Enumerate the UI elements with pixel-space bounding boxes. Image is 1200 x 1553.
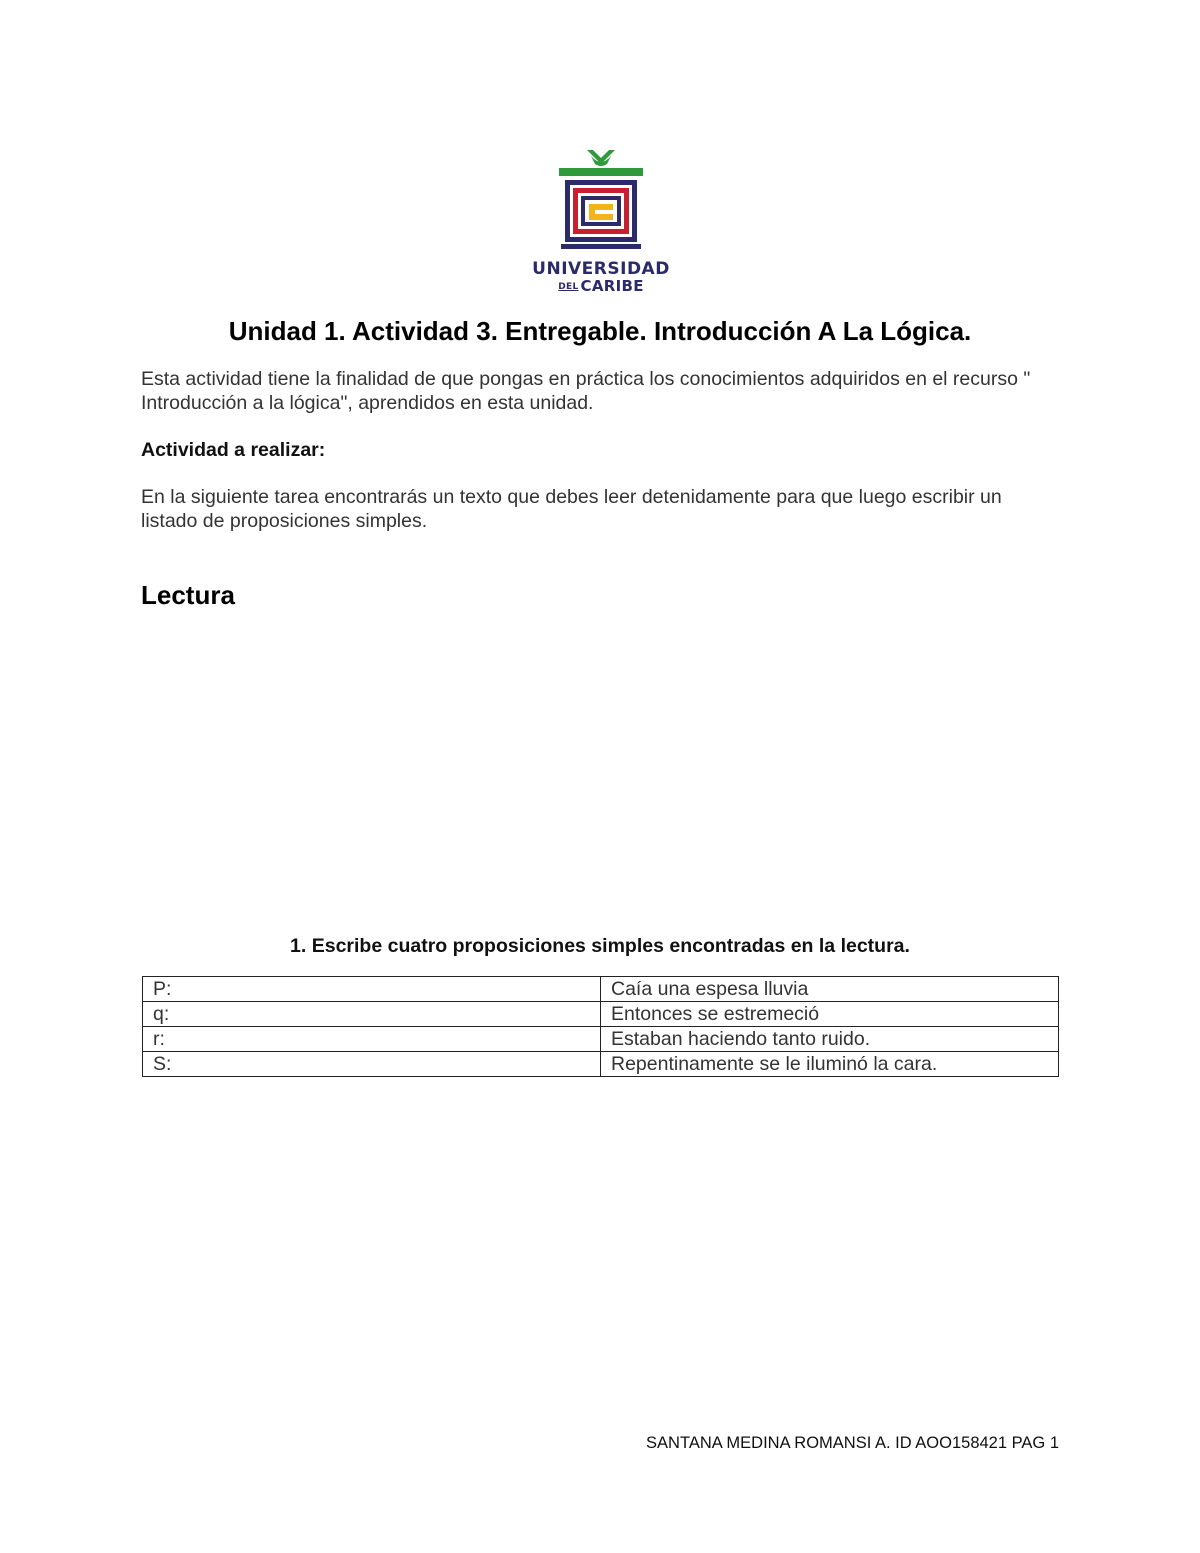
proposition-label: S: <box>143 1052 601 1077</box>
proposition-text: Caía una espesa lluvia <box>601 977 1059 1002</box>
proposition-text: Entonces se estremeció <box>601 1002 1059 1027</box>
table-row <box>143 1002 1059 1027</box>
document-title: Unidad 1. Actividad 3. Entregable. Introducción A La Lógica. <box>228 316 972 346</box>
logo-line2-main: CARIBE <box>580 277 644 295</box>
proposition-label: q: <box>143 1002 601 1027</box>
university-logo <box>527 146 675 296</box>
reading-heading: Lectura <box>141 580 235 610</box>
logo-line1: UNIVERSIDAD <box>532 259 670 279</box>
table-row <box>143 977 1059 1002</box>
question-heading: 1. Escribe cuatro proposiciones simples encontradas en la lectura. <box>290 935 910 957</box>
table-row <box>143 1052 1059 1077</box>
task-paragraph: En la siguiente tarea encontrarás un texto que debes leer detenidamente para que luego escribir un listado de proposiciones simples. <box>141 486 1002 532</box>
propositions-table <box>142 976 1059 1077</box>
activity-label: Actividad a realizar: <box>141 439 326 461</box>
proposition-text: Repentinamente se le iluminó la cara. <box>601 1052 1059 1077</box>
proposition-label: r: <box>143 1027 601 1052</box>
intro-paragraph: Esta actividad tiene la finalidad de que pongas en práctica los conocimientos adquiridos en el recurso " Introducción a la lógica", aprendidos en esta unidad. <box>141 368 1031 414</box>
proposition-text: Estaban haciendo tanto ruido. <box>601 1027 1059 1052</box>
logo-emblem-icon <box>527 146 675 258</box>
table-row <box>143 1027 1059 1052</box>
proposition-label: P: <box>143 977 601 1002</box>
logo-line2 <box>527 277 675 295</box>
page-footer: SANTANA MEDINA ROMANSI A. ID AOO158421 PAG 1 <box>646 1434 1059 1452</box>
logo-top-bar <box>559 168 643 176</box>
logo-line2-prefix: DEL <box>558 282 579 292</box>
